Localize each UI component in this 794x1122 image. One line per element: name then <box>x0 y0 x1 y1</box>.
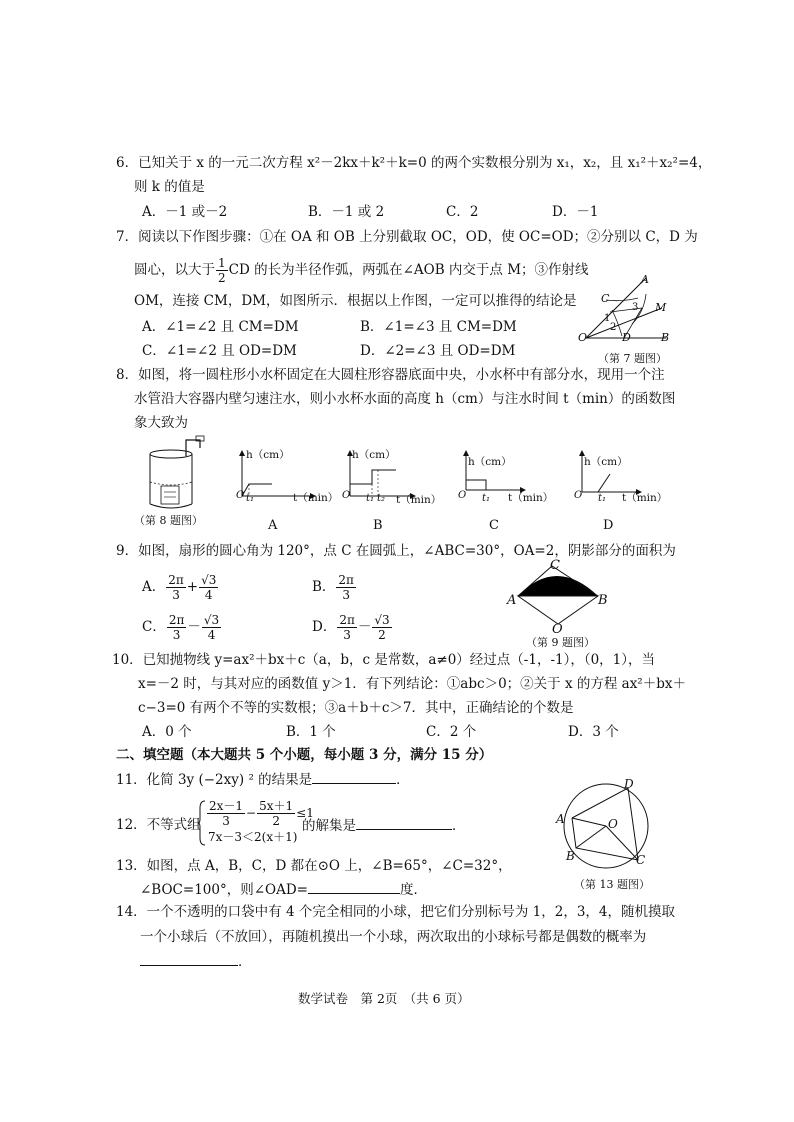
q9-c-frac1 <box>167 613 187 642</box>
q11-line <box>116 770 410 789</box>
q9-a-frac2 <box>199 573 218 602</box>
q9-d-f1n: 2π <box>339 613 355 627</box>
q8-graph-b-label: B <box>373 518 383 533</box>
q12-brace <box>198 800 206 846</box>
q13-line1: 13．如图，点 A，B，C，D 都在⊙O 上，∠B=65°，∠C=32°， <box>116 858 512 874</box>
q8-graph-b-t2: t₂ <box>377 493 386 504</box>
q8-graph-a-t1: t₁ <box>246 493 255 504</box>
q10-line3: c−3=0 有两个不等的实数根；③a＋b＋c＞7．其中，正确结论的个数是 <box>138 700 574 716</box>
q12-inequality-2: 7x－3＜2(x＋1) <box>208 830 298 844</box>
q10-line2: x=－2 时，与其对应的函数值 y＞1．有下列结论：①abc＞0；②关于 x 的方程 ax²＋bx＋ <box>138 676 686 692</box>
q10-option-c: C．2 个 <box>426 724 477 740</box>
q9-c-f2n: √3 <box>203 613 220 627</box>
q9-a-frac1 <box>166 573 186 602</box>
q12-prefix: 12．不等式组 <box>116 817 201 833</box>
q11-answer-blank[interactable] <box>312 770 396 784</box>
q6-option-a: A．－1 或－2 <box>142 204 228 220</box>
q7-label-o: O <box>578 331 588 344</box>
q12-end: ． <box>452 818 466 834</box>
q9-b-f1n: 2π <box>338 573 354 587</box>
q11-text: 11．化简 3y (−2xy) ² 的结果是 <box>116 772 313 788</box>
q8-caption: （第 8 题图） <box>134 514 203 527</box>
q7-line1: 7．阅读以下作图步骤：①在 OA 和 OB 上分别截取 OC，OD，使 OC=OD；②分别以 C，D 为 <box>116 229 698 245</box>
q7-label-a: A <box>641 273 649 286</box>
q9-label-c: C <box>550 558 560 573</box>
q8-graph-c-xlabel: t（min） <box>508 492 554 504</box>
q13-answer-blank[interactable] <box>308 880 400 894</box>
q13-label-o: O <box>608 817 618 831</box>
q14-line3 <box>140 952 252 971</box>
q9-option-a <box>142 570 219 604</box>
q9-option-b-letter: B． <box>312 579 336 595</box>
q12-eq1-rhs: ≤1 <box>296 806 314 820</box>
q8-graph-c-label: C <box>489 518 499 533</box>
q9-b-f1d: 3 <box>342 588 350 602</box>
q12-eq1-op: − <box>246 806 257 820</box>
q8-graph-a-ylabel: h（cm） <box>246 449 290 461</box>
q9-d-frac2 <box>372 613 391 642</box>
q13-label-b: B <box>566 849 575 863</box>
q13-caption: （第 13 题图） <box>574 878 650 891</box>
q9-d-f1d: 3 <box>343 628 351 642</box>
q7-option-c: C．∠1=∠2 且 OD=DM <box>142 343 297 359</box>
q13-label-c: C <box>636 853 646 867</box>
q11-end: ． <box>396 772 410 788</box>
q9-c-f1n: 2π <box>168 613 185 627</box>
q12-eq1-f1d: 3 <box>222 814 230 828</box>
q8-graph-b-ylabel: h（cm） <box>352 449 396 461</box>
q9-d-f2d: 2 <box>378 628 386 642</box>
q7-frac-num: 1 <box>218 256 226 270</box>
q8-graph-d-xlabel: t（min） <box>622 492 668 504</box>
q12-eq1-frac1 <box>207 799 245 828</box>
q8-line1: 8．如图，将一圆柱形小水杯固定在大圆柱形容器底面中央，小水杯中有部分水，现用一个注 <box>116 367 665 383</box>
q7-angle-1: 1 <box>604 313 611 324</box>
section-2-heading: 二、填空题（本大题共 5 个小题，每小题 3 分，满分 15 分） <box>116 747 493 763</box>
q6-option-c: C．2 <box>446 204 479 220</box>
q13-end: 度． <box>399 882 427 898</box>
q9-line1: 9．如图，扇形的圆心角为 120°，点 C 在圆弧上，∠ABC=30°，OA=2，阴影部分的面积为 <box>116 543 676 559</box>
q7-frac-den: 2 <box>218 271 226 285</box>
q13-line2-wrap <box>140 880 427 899</box>
q8-graph-a-xlabel: t（min） <box>293 492 339 504</box>
q12-eq1-f2d: 2 <box>272 814 280 828</box>
q7-angle-3: 3 <box>632 302 639 313</box>
q7-label-b: B <box>661 331 670 344</box>
q9-a-f2d: 4 <box>204 588 213 602</box>
q6-option-d: D．－1 <box>552 204 599 220</box>
q9-caption: （第 9 题图） <box>526 636 595 649</box>
q7-angle-2: 2 <box>610 322 617 333</box>
q9-option-c-letter: C． <box>142 619 166 635</box>
q12-suffix-line <box>302 816 466 835</box>
q7-caption: （第 7 题图） <box>598 352 667 365</box>
q8-graph-c-t1: t₁ <box>482 493 491 504</box>
q9-d-op: － <box>357 619 372 635</box>
q9-option-a-letter: A． <box>142 579 166 595</box>
q9-label-b: B <box>598 593 608 608</box>
q9-option-d <box>312 610 393 644</box>
q9-a-op: + <box>186 579 199 595</box>
q6-option-b: B．－1 或 2 <box>308 204 385 220</box>
q8-graph-d-origin: O <box>574 490 583 501</box>
q9-b-frac1 <box>336 573 356 602</box>
q9-label-a: A <box>507 593 517 608</box>
q10-option-d: D．3 个 <box>568 724 619 740</box>
q12-answer-blank[interactable] <box>356 816 452 830</box>
q9-d-frac1 <box>337 613 357 642</box>
q8-graph-d-label: D <box>603 518 614 533</box>
q9-option-b <box>312 570 357 604</box>
q9-c-op: － <box>187 619 201 635</box>
q13-label-d: D <box>624 777 634 791</box>
q8-graph-b-origin: O <box>342 490 351 501</box>
q8-container-figure <box>142 434 208 512</box>
q8-line2: 水管沿大容器内壁匀速注水，则小水杯水面的高度 h（cm）与注水时间 t（min）的函数图 <box>134 391 676 407</box>
q14-end: ． <box>238 954 252 970</box>
q8-graph-d-t1: t₁ <box>598 493 607 504</box>
q10-line1: 10．已知抛物线 y=ax²＋bx＋c（a，b，c 是常数，a≠0）经过点（-1，-1），（0，1），当 <box>112 652 656 668</box>
q8-graph-d-ylabel: h（cm） <box>584 456 628 468</box>
q9-a-f1d: 3 <box>172 588 180 602</box>
q9-option-d-letter: D． <box>312 619 337 635</box>
q6-line2: 则 k 的值是 <box>134 179 205 195</box>
q9-a-f1n: 2π <box>168 573 184 587</box>
q7-label-m: M <box>655 301 667 314</box>
q12-eq1-f2n: 5x＋1 <box>259 799 294 813</box>
q8-graph-b-xlabel: t（min） <box>396 494 442 506</box>
q12-suffix: 的解集是 <box>302 818 356 834</box>
q14-answer-blank[interactable] <box>140 952 238 966</box>
q7-line3: OM，连接 CM，DM，如图所示．根据以上作图，一定可以推得的结论是 <box>134 293 577 309</box>
q14-line1: 14．一个不透明的口袋中有 4 个完全相同的小球，把它们分别标号为 1，2，3，4，随机摸取 <box>116 904 675 920</box>
q9-d-f2n: √3 <box>374 613 390 627</box>
q9-option-c <box>142 610 222 644</box>
q7-line2-start: 圆心，以大于 <box>134 262 215 278</box>
q9-c-f2d: 4 <box>207 628 216 642</box>
q7-label-d: D <box>622 331 631 344</box>
q7-option-d: D．∠2=∠3 且 OD=DM <box>360 343 516 359</box>
q7-line2-end: CD 的长为半径作弧，两弧在∠AOB 内交于点 M；③作射线 <box>228 262 589 278</box>
q8-line3: 象大致为 <box>134 415 188 431</box>
q13-label-a: A <box>556 812 565 826</box>
q9-c-frac2 <box>202 613 221 642</box>
q8-graph-a-label: A <box>268 518 278 533</box>
q7-fraction <box>216 256 228 285</box>
q12-eq1-f1n: 2x－1 <box>209 799 244 813</box>
q9-label-o: O <box>552 622 563 637</box>
q9-a-f2n: √3 <box>201 573 217 587</box>
q7-line2 <box>134 254 589 286</box>
q14-line2: 一个小球后（不放回），再随机摸出一个小球，两次取出的小球标号都是偶数的概率为 <box>140 929 647 945</box>
q8-graph-b-t1: t₁ <box>366 493 375 504</box>
q10-option-b: B．1 个 <box>286 724 336 740</box>
page-footer: 数学试卷 第 2页 （共 6 页） <box>298 991 470 1006</box>
q10-option-a: A．0 个 <box>142 724 192 740</box>
q7-label-c: C <box>601 292 610 305</box>
q9-c-f1d: 3 <box>172 628 181 642</box>
q8-graph-c-ylabel: h（cm） <box>468 456 512 468</box>
q12-inequality-1 <box>206 799 314 828</box>
q8-graph-c-origin: O <box>458 490 467 501</box>
q8-graph-a-origin: O <box>236 490 245 501</box>
q6-line1: 6．已知关于 x 的一元二次方程 x²－2kx＋k²＋k=0 的两个实数根分别为 x₁，x₂，且 x₁²＋x₂²=4， <box>116 155 712 171</box>
q12-eq1-frac2 <box>257 799 295 828</box>
q7-option-a: A．∠1=∠2 且 CM=DM <box>142 319 299 335</box>
q7-option-b: B．∠1=∠3 且 CM=DM <box>360 319 517 335</box>
q13-line2: ∠BOC=100°，则∠OAD= <box>140 882 308 898</box>
